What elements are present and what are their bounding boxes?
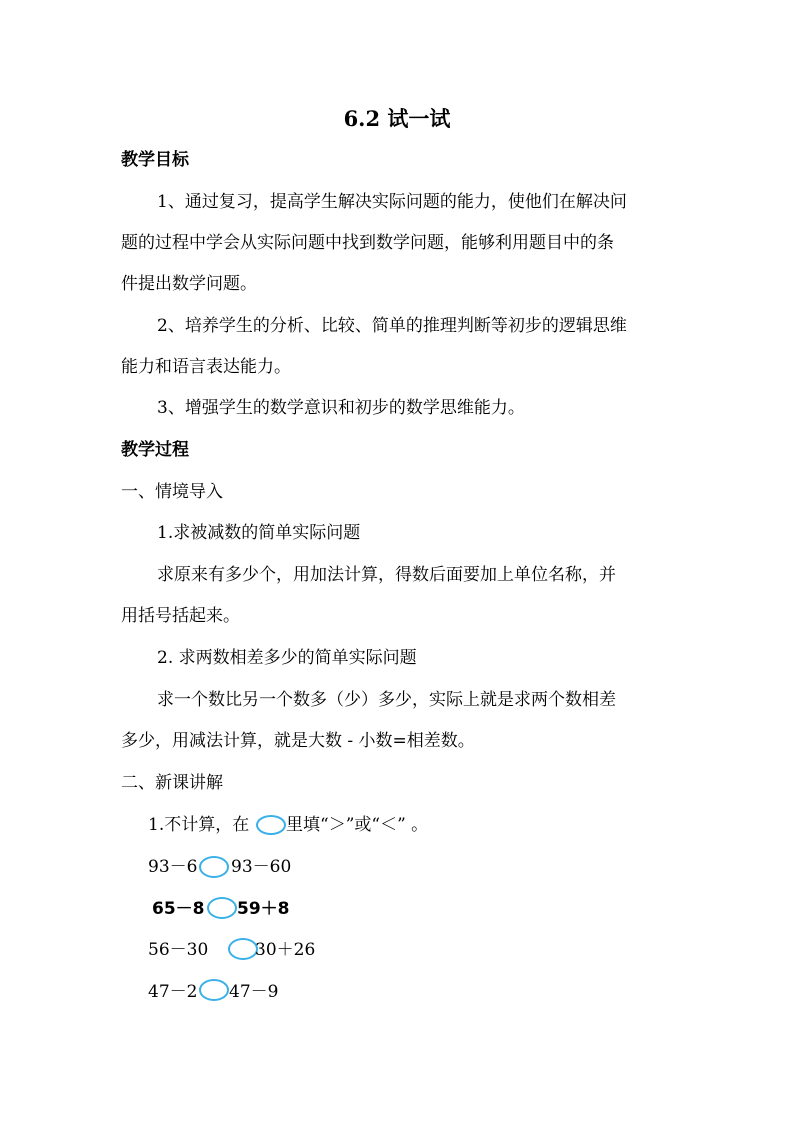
exercise-2-right: 59＋8 [237, 899, 290, 919]
process-heading: 教学过程 [121, 440, 189, 460]
exercise-3-left: 56－30 [148, 940, 209, 960]
answer-oval-4[interactable] [199, 979, 229, 1001]
part-1-item-1-text-2: 用括号括起来。 [121, 606, 240, 626]
answer-oval-1[interactable] [199, 856, 229, 878]
goal-1-line-3: 件提出数学问题。 [121, 274, 257, 294]
exercise-3-right: 30＋26 [255, 940, 316, 960]
goal-2-line-2: 能力和语言表达能力。 [121, 357, 291, 377]
answer-oval-2[interactable] [207, 897, 237, 919]
goals-heading: 教学目标 [121, 150, 189, 170]
part-1-heading: 一、情境导入 [121, 482, 223, 502]
part-1-item-1-text-1: 求原来有多少个，用加法计算，得数后面要加上单位名称，并 [157, 565, 616, 585]
exercise-1-left: 93－6 [148, 857, 198, 877]
part-2-heading: 二、新课讲解 [121, 773, 223, 793]
exercise-4-left: 47－2 [148, 982, 198, 1002]
answer-oval-3[interactable] [228, 938, 258, 960]
goal-2-line-1: 2、培养学生的分析、比较、简单的推理判断等初步的逻辑思维 [157, 316, 627, 336]
part-1-item-1: 1.求被减数的简单实际问题 [157, 523, 361, 543]
exercise-instruction-suffix: 里填“＞”或“＜” 。 [286, 815, 429, 835]
blank-oval-icon [256, 815, 286, 835]
goal-3: 3、增强学生的数学意识和初步的数学思维能力。 [157, 398, 525, 418]
exercise-1-right: 93－60 [231, 857, 292, 877]
goal-1-line-1: 1、通过复习，提高学生解决实际问题的能力，使他们在解决问 [157, 192, 627, 212]
part-1-item-2: 2. 求两数相差多少的简单实际问题 [157, 648, 417, 668]
goal-1-line-2: 题的过程中学会从实际问题中找到数学问题，能够利用题目中的条 [121, 233, 614, 253]
page-title: 6.2 试一试 [343, 106, 451, 131]
part-1-item-2-text-2: 多少，用减法计算，就是大数 - 小数=相差数。 [121, 731, 475, 751]
exercise-instruction-prefix: 1.不计算，在 [148, 815, 250, 835]
exercise-4-right: 47－9 [229, 982, 279, 1002]
part-1-item-2-text-1: 求一个数比另一个数多（少）多少，实际上就是求两个数相差 [157, 690, 616, 710]
exercise-2-left: 65－8 [152, 899, 205, 919]
